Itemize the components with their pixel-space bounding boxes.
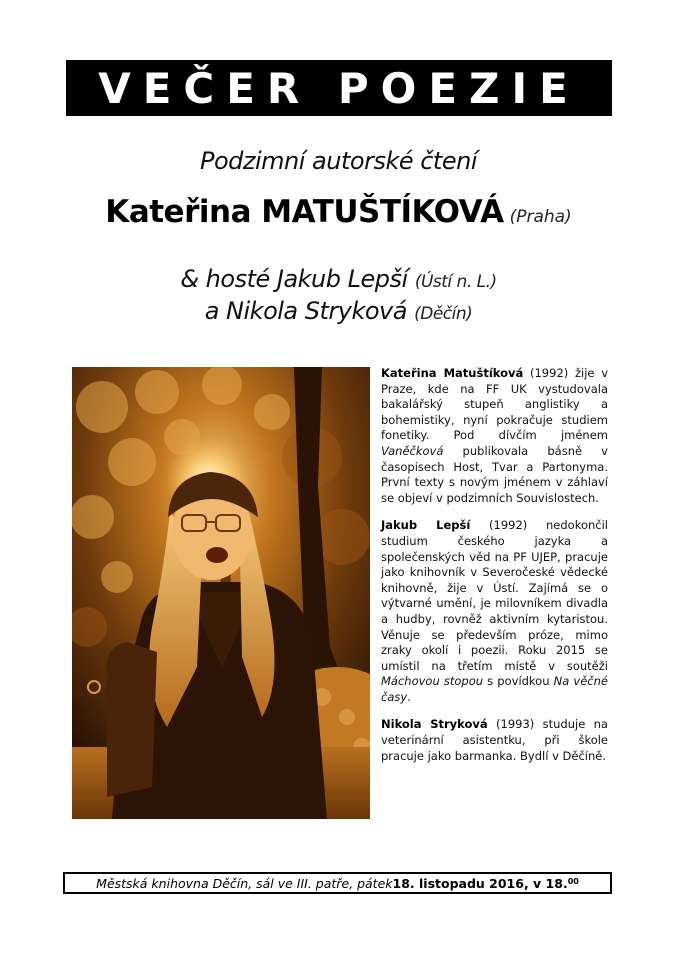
author-photo xyxy=(72,367,370,819)
guest2-name: a Nikola Stryková xyxy=(204,297,407,325)
guest1-name: & hosté Jakub Lepší xyxy=(180,265,408,293)
event-minutes: 00 xyxy=(567,876,579,886)
bio-paragraph-3: Nikola Stryková (1993) studuje na veterinární asistentku, při škole pracuje jako barmanka. Bydlí v Děčíně. xyxy=(381,717,608,763)
author-name: Kateřina MATUŠTÍKOVÁ xyxy=(105,194,504,230)
author-city: (Praha) xyxy=(509,207,572,227)
bio-name: Kateřina Matuštíková xyxy=(381,366,524,380)
guests-line-2 xyxy=(0,297,677,325)
event-date: 18. listopadu 2016, v 18. xyxy=(392,875,568,891)
bio-paragraph-1: Kateřina Matuštíková (1992) žije v Praze, kde na FF UK vystudovala bakalářský stupeň anglistiky a bohemistiky, nyní pokračuje studiem fonetiky. Pod dívčím jménem Vaněčková publikovala básně v časopisech Host, Tvar a Partonyma. První texty s novým jménem v záhlaví se objeví v podzimních Souvislostech. xyxy=(381,366,609,505)
main-author-line xyxy=(0,194,677,230)
bio-name: Jakub Lepší xyxy=(381,518,471,533)
poster-title: VEČER POEZIE xyxy=(66,60,612,116)
guest2-city: (Děčín) xyxy=(414,304,473,324)
event-subtitle: Podzimní autorské čtení xyxy=(200,147,477,175)
guests-line-1 xyxy=(0,265,677,293)
event-footer xyxy=(63,872,612,894)
bio-name: Nikola Stryková xyxy=(381,717,488,732)
venue-text: Městská knihovna Děčín, sál ve III. patře, pátek xyxy=(96,875,393,891)
bios-column xyxy=(381,366,608,776)
bio-paragraph-2: Jakub Lepší (1992) nedokončil studium českého jazyka a společenských věd na PF UJEP, pracuje jako knihovník v Severočeské vědecké knihovně, žije v Ústí. Zajímá se o výtvarné umění, je milovníkem divadla a hudby, rovněž aktivním kytaristou. Věnuje se především próze, mimo zraky okolí i poezii. Roku 2015 se umístil na třetím místě v soutěži Máchovou stopou s povídkou Na věčné časy. xyxy=(381,518,608,704)
guest1-city: (Ústí n. L.) xyxy=(414,272,497,292)
